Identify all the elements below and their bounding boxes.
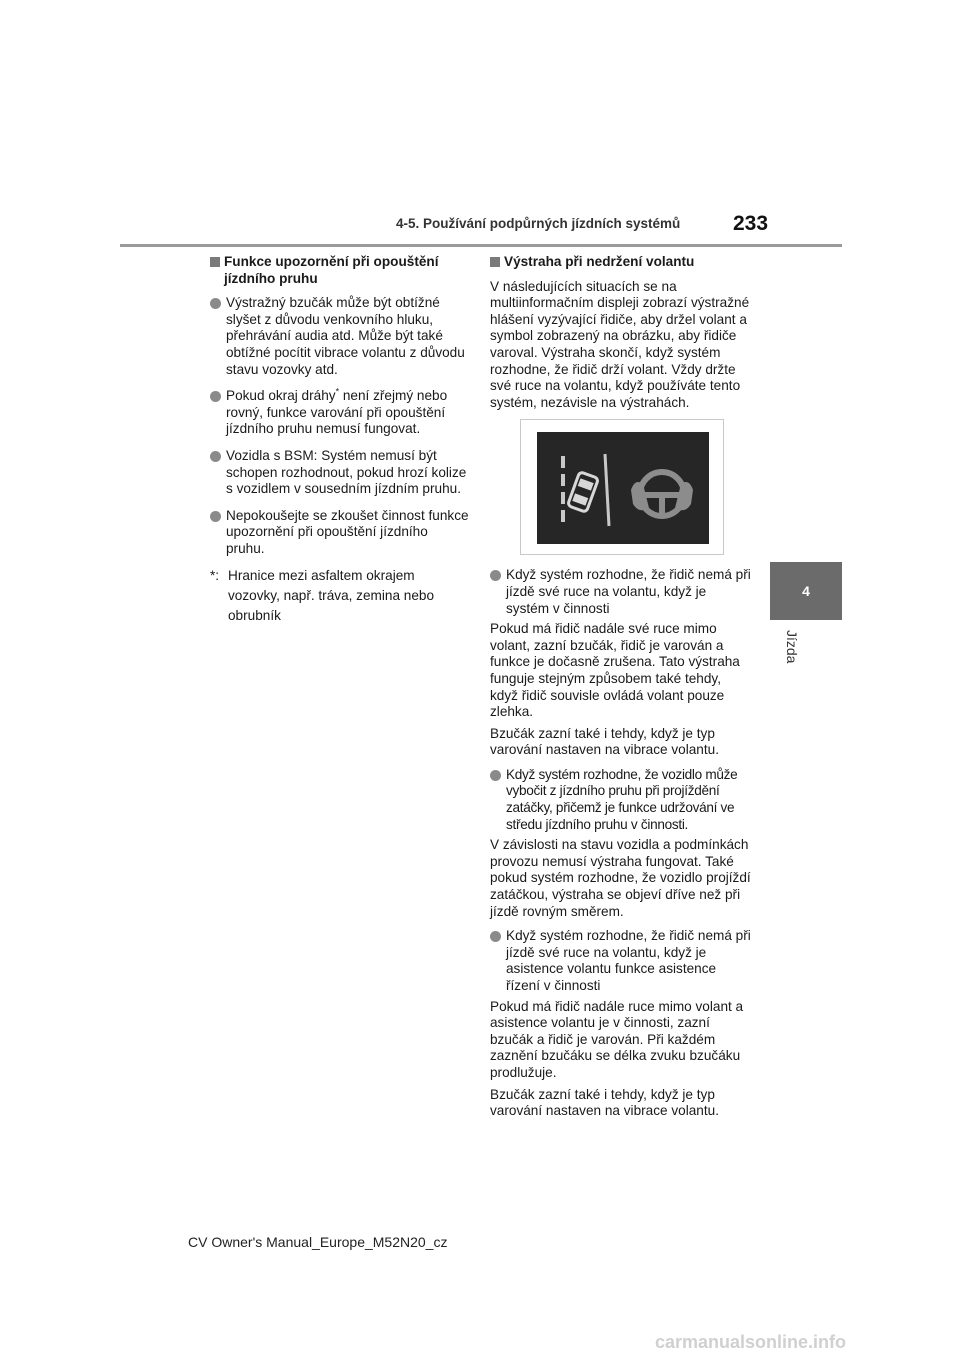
watermark: carmanualsonline.info [655,1332,847,1352]
list-item [490,928,752,994]
header-rule [120,244,842,247]
round-bullet-icon [490,931,501,942]
footnote-mark: *: [210,567,220,583]
body-paragraph: V závislosti na stavu vozidla a podmínkách provozu nemusí výstraha fungovat. Také pokud systém rozhodne, že vozidlo projíždí zatáčkou, výstraha se objeví dříve než při jízdě rovným směrem. [490,837,751,919]
header-title: 4-5. Používání podpůrných jízdních systémů [396,216,681,231]
round-bullet-icon [210,451,221,462]
display-screen [537,432,709,544]
chapter-tab: 4 [770,562,842,620]
warning-figure [520,419,724,555]
chapter-label: Jízda [784,630,800,664]
list-item-text: Když systém rozhodne, že řidič nemá při jízdě své ruce na volantu, když je asistence volantu funkce asistence řízení v činnosti [506,928,751,993]
list-item-text-start: Pokud okraj dráhy [226,388,336,404]
round-bullet-icon [490,770,501,781]
list-item [210,295,470,378]
list-item [210,388,470,438]
footer-text: CV Owner's Manual_Europe_M52N20_cz [188,1234,448,1250]
section-heading [490,254,752,271]
list-item [490,767,752,833]
square-bullet-icon [490,257,500,267]
hands-on-wheel-icon [629,468,695,524]
round-bullet-icon [210,391,221,402]
footnote-text: Hranice mezi asfaltem okrajem vozovky, např. tráva, zemina nebo obrubník [228,567,435,623]
list-item-text: Vozidla s BSM: Systém nemusí být schopen rozhodnout, pokud hrozí kolize s vozidlem v sousedním jízdním pruhu. [226,447,467,497]
section-heading [210,254,470,287]
page-number: 233 [733,212,769,235]
round-bullet-icon [210,298,221,309]
square-bullet-icon [210,257,220,267]
round-bullet-icon [490,570,501,581]
list-item [490,567,752,617]
footnote [210,566,470,626]
body-paragraph: Pokud má řidič nadále ruce mimo volant a asistence volantu je v činnosti, zazní bzučák a řidič je varován. Při každém zaznění bzučáku se délka zvuku bzučáku prodlužuje. [490,998,744,1080]
list-item [210,448,470,498]
heading-text: Výstraha při nedržení volantu [504,254,695,269]
list-item [210,508,470,558]
list-item-text: Nepokoušejte se zkoušet činnost funkce upozornění při opouštění jízdního pruhu. [226,507,469,556]
right-column [490,254,752,1125]
body-paragraph: Bzučák zazní také i tehdy, když je typ varování nastaven na vibrace volantu. [490,1086,719,1119]
body-paragraph: Pokud má řidič nadále své ruce mimo volant, zazní bzučák, řidič je varován a funkce je dočasně zrušena. Tato výstraha funguje stejným způsobem také tehdy, když řidič souvisle ovládá volant pouze zlehka. [490,621,740,720]
lane-departure-icon [557,446,617,536]
list-item-text: Výstražný bzučák může být obtížné slyšet z důvodu venkovního hluku, přehrávání audia atd. Může být také obtížné pocítit vibrace volantu z důvodu stavu vozovky atd. [226,295,465,377]
left-column [210,254,470,626]
footnote-mark: * [335,386,340,397]
list-item-text: Když systém rozhodne, že řidič nemá při jízdě své ruce na volantu, když je systém v činnosti [506,567,751,616]
heading-text: Funkce upozornění při opouštění jízdního pruhu [224,254,439,286]
list-item-text: Když systém rozhodne, že vozidlo může vybočit z jízdního pruhu při projíždění zatáčky, přičemž je funkce udržování ve středu jízdního pruhu v činnosti. [506,766,738,832]
list-item-text-end: není zřejmý nebo rovný, funkce varování při opouštění jízdního pruhu nemusí fungovat. [226,388,448,437]
intro-paragraph: V následujících situacích se na multiinformačním displeji zobrazí výstražné hlášení vyzývající řidiče, aby držel volant a symbol zobrazený na obrázku, aby řidiče varoval. Výstraha skončí, když systém rozhodne, že řidič drží volant. Vždy držte své ruce na volantu, když používáte tento systém, nezávisle na výstrahách. [490,278,750,410]
round-bullet-icon [210,511,221,522]
body-paragraph: Bzučák zazní také i tehdy, když je typ varování nastaven na vibrace volantu. [490,725,719,758]
